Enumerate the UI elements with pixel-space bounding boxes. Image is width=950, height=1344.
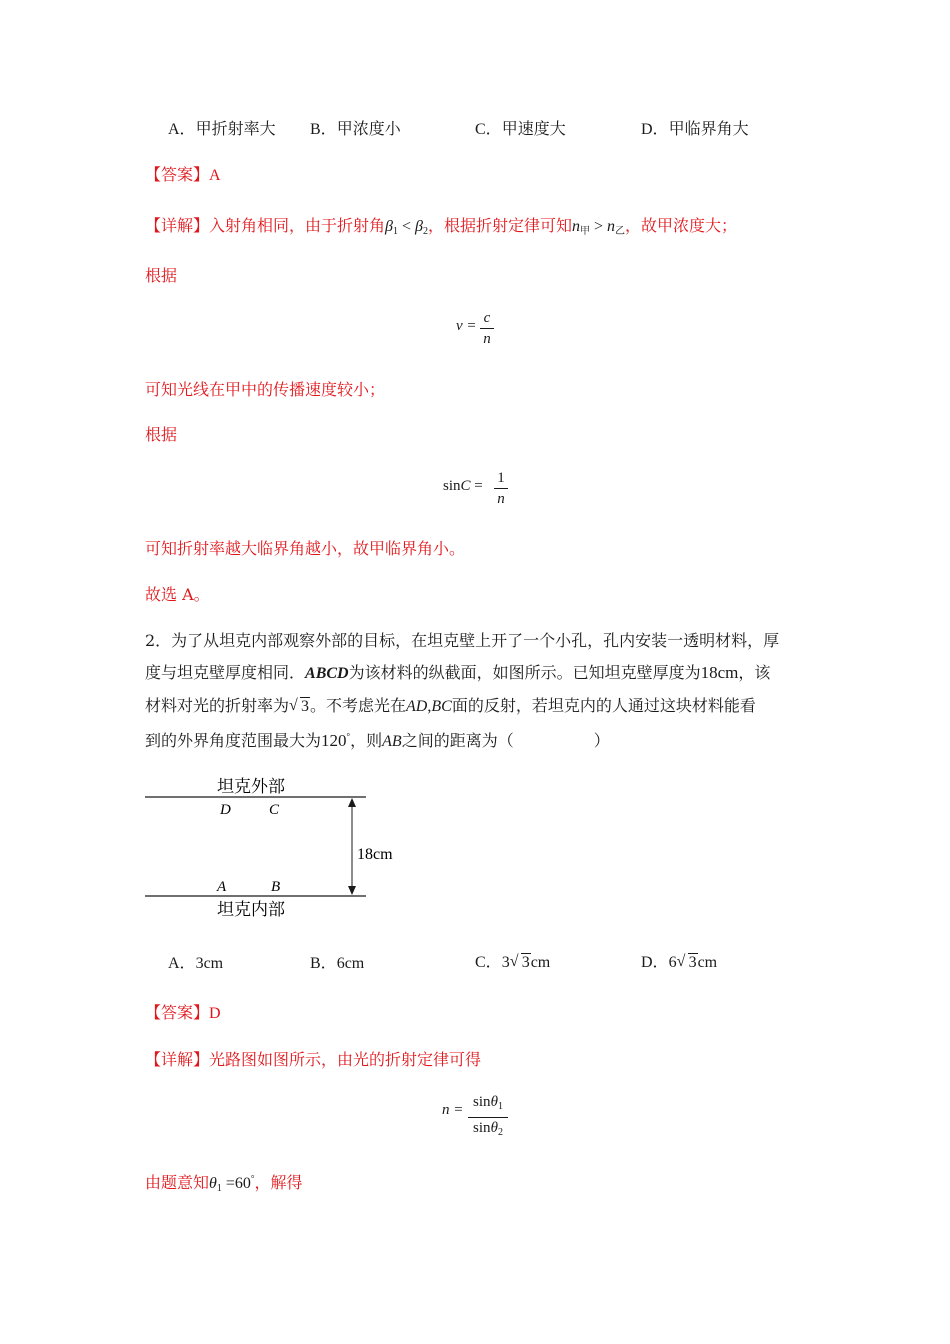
q1-option-a: A．甲折射率大: [168, 119, 276, 138]
arrow-head-top: [348, 798, 356, 807]
q2-stem-line-3: 材料对光的折射率为√ 3。不考虑光在AD,BC面的反射，若坦克内的人通过这块材料能看: [145, 693, 756, 716]
q1-genju-1: 根据: [145, 266, 178, 285]
formula-sinc-lhs: sinC =: [443, 478, 483, 494]
arrow-head-bottom: [348, 886, 356, 895]
label-thickness: 18cm: [357, 846, 393, 863]
q2-stem-line-4: 到的外界角度范围最大为120°，则AB之间的距离为（ ）: [145, 731, 610, 750]
q2-last-line: 由题意知$\theta_1 =60^\circ$，解得: [145, 1173, 303, 1194]
formula-v-fraction: c n: [480, 309, 494, 348]
q1-option-b: B．甲浓度小: [310, 119, 401, 138]
q1-detail: 【详解】入射角相同，由于折射角$\beta_1 < \beta_2$，根据折射定律可知$n_甲 > n_乙$，故甲浓度大；: [145, 216, 738, 237]
q1-option-d: D．甲临界角大: [641, 119, 749, 138]
q1-critical-line: 可知折射率越大临界角越小，故甲临界角小。: [145, 539, 466, 558]
label-a: A: [217, 879, 227, 895]
label-inside: 坦克内部: [217, 900, 285, 919]
q2-figure: [140, 770, 420, 920]
q2-detail: 【详解】光路图如图所示，由光的折射定律可得: [145, 1050, 482, 1069]
label-b: B: [271, 879, 281, 895]
formula-n-lhs: n =: [442, 1102, 464, 1118]
q1-option-c: C．甲速度大: [475, 119, 566, 138]
label-c: C: [269, 802, 280, 818]
q1-answer: 【答案】A: [145, 165, 221, 184]
q1-genju-2: 根据: [145, 425, 178, 444]
q1-choose: 故选 A。: [145, 585, 210, 604]
formula-sinc-fraction: 1 n: [494, 469, 508, 508]
formula-n-fraction: sinθ$_1$ sinθ$_2$: [468, 1093, 508, 1142]
label-outside: 坦克外部: [217, 777, 285, 796]
q2-stem-line-2: 度与坦克壁厚度相同．ABCD为该材料的纵截面，如图所示。已知坦克壁厚度为18cm，该: [145, 663, 771, 682]
q2-option-b: B．6cm: [310, 955, 365, 972]
label-d: D: [220, 802, 231, 818]
q2-option-a: A．3cm: [168, 955, 224, 972]
q2-option-d: D．6√ 3cm: [641, 949, 717, 972]
q2-answer: 【答案】D: [145, 1003, 221, 1022]
formula-v-lhs: v =: [456, 318, 477, 334]
q1-speed-line: 可知光线在甲中的传播速度较小；: [145, 380, 386, 399]
q2-option-c: C．3√ 3cm: [475, 949, 550, 972]
q2-stem-line-1: 2．为了从坦克内部观察外部的目标，在坦克壁上开了一个小孔，孔内安装一透明材料，厚: [145, 631, 780, 650]
